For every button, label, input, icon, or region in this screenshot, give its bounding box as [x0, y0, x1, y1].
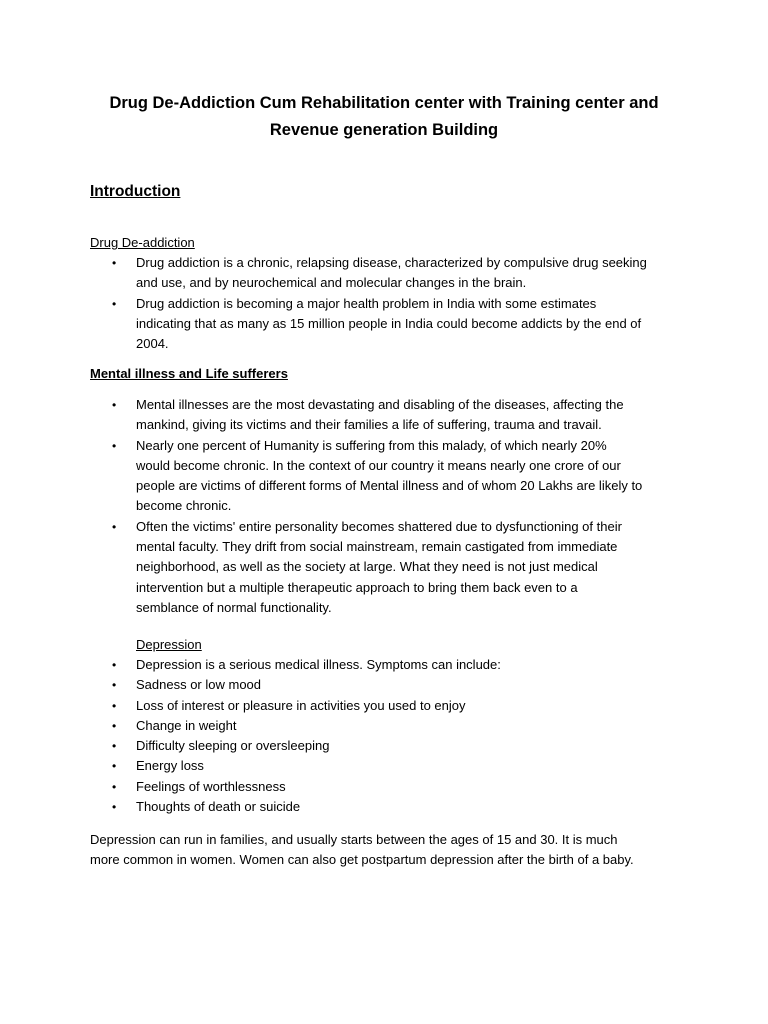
list-item — [90, 517, 690, 618]
drug-deaddiction-section — [90, 233, 690, 354]
list-item — [90, 696, 690, 716]
bullet-icon: • — [112, 718, 117, 733]
bullet-icon: • — [112, 296, 117, 311]
list-item-line: Thoughts of death or suicide — [136, 799, 301, 815]
bullet-icon: • — [112, 779, 117, 794]
bullet-icon: • — [112, 739, 117, 754]
list-item — [90, 655, 690, 675]
list-item-line: people are victims of different forms of Mental illness and of whom 20 Lakhs are likely to — [136, 478, 643, 494]
bullet-icon: • — [112, 698, 117, 713]
list-item — [90, 395, 690, 436]
mental-illness-list — [90, 395, 690, 618]
bullet-icon: • — [112, 658, 117, 672]
list-item-line: Nearly one percent of Humanity is suffering from this malady, of which nearly 20% — [136, 437, 607, 453]
list-item-line: Sadness or low mood — [136, 677, 262, 693]
depression-heading: Depression — [136, 637, 202, 652]
document-title — [60, 90, 708, 144]
list-item-line: and use, and by neurochemical and molecular changes in the brain. — [136, 275, 527, 291]
list-item-line: Feelings of worthlessness — [136, 778, 286, 794]
list-item-line: mental faculty. They drift from social mainstream, remain castigated from immediate — [136, 539, 618, 555]
paragraph-line: more common in women. Women can also get postpartum depression after the birth of a baby. — [90, 852, 634, 868]
list-item — [90, 797, 690, 817]
mental-illness-heading: Mental illness and Life sufferers — [90, 366, 288, 381]
list-item-line: Difficulty sleeping or oversleeping — [136, 738, 330, 754]
title-line-1: Drug De-Addiction Cum Rehabilitation center with Training center and — [109, 94, 659, 112]
paragraph-line: Depression can run in families, and usually starts between the ages of 15 and 30. It is much — [90, 832, 618, 847]
list-item-line: indicating that as many as 15 million people in India could become addicts by the end of — [136, 315, 642, 331]
list-item — [90, 736, 690, 756]
bullet-icon: • — [112, 800, 117, 815]
list-item-line: Energy loss — [136, 758, 204, 774]
mental-illness-heading-block — [90, 364, 690, 384]
list-item — [90, 716, 690, 736]
list-item-line: Drug addiction is becoming a major health problem in India with some estimates — [136, 295, 597, 311]
list-item-line: become chronic. — [136, 498, 232, 514]
introduction-heading: Introduction — [90, 183, 181, 200]
mental-illness-section — [90, 395, 690, 618]
list-item-line: neighborhood, as well as the society at large. What they need is not just medical — [136, 559, 598, 575]
list-item-line: intervention but a multiple therapeutic approach to bring them back even to a — [136, 579, 578, 595]
list-item-line: mankind, giving its victims and their families a life of suffering, trauma and travail. — [136, 417, 602, 433]
list-item-line: Change in weight — [136, 717, 237, 733]
bullet-icon: • — [112, 438, 117, 453]
depression-section — [90, 635, 690, 817]
bullet-icon: • — [112, 519, 117, 534]
list-item — [90, 253, 690, 294]
list-item-line: Drug addiction is a chronic, relapsing disease, characterized by compulsive drug seeking — [136, 255, 647, 270]
drug-deaddiction-list — [90, 253, 690, 354]
depression-list — [90, 655, 690, 817]
bullet-icon: • — [112, 759, 117, 774]
bullet-icon: • — [112, 678, 117, 693]
list-item — [90, 675, 690, 695]
list-item — [90, 777, 690, 797]
list-item-line: semblance of normal functionality. — [136, 599, 332, 615]
bullet-icon: • — [112, 256, 117, 270]
list-item-line: 2004. — [136, 336, 169, 352]
list-item-line: Mental illnesses are the most devastating and disabling of the diseases, affecting the — [136, 397, 624, 412]
list-item-line: Depression is a serious medical illness. Symptoms can include: — [136, 657, 501, 672]
title-line-2: Revenue generation Building — [269, 121, 499, 139]
closing-paragraph — [90, 830, 710, 871]
list-item-line: would become chronic. In the context of our country it means nearly one crore of our — [136, 457, 621, 473]
list-item — [90, 436, 690, 517]
drug-deaddiction-heading: Drug De-addiction — [90, 235, 195, 250]
list-item-line: Often the victims' entire personality becomes shattered due to dysfunctioning of their — [136, 518, 622, 534]
list-item — [90, 294, 690, 355]
list-item — [90, 756, 690, 776]
list-item-line: Loss of interest or pleasure in activities you used to enjoy — [136, 697, 466, 713]
bullet-icon: • — [112, 398, 117, 412]
